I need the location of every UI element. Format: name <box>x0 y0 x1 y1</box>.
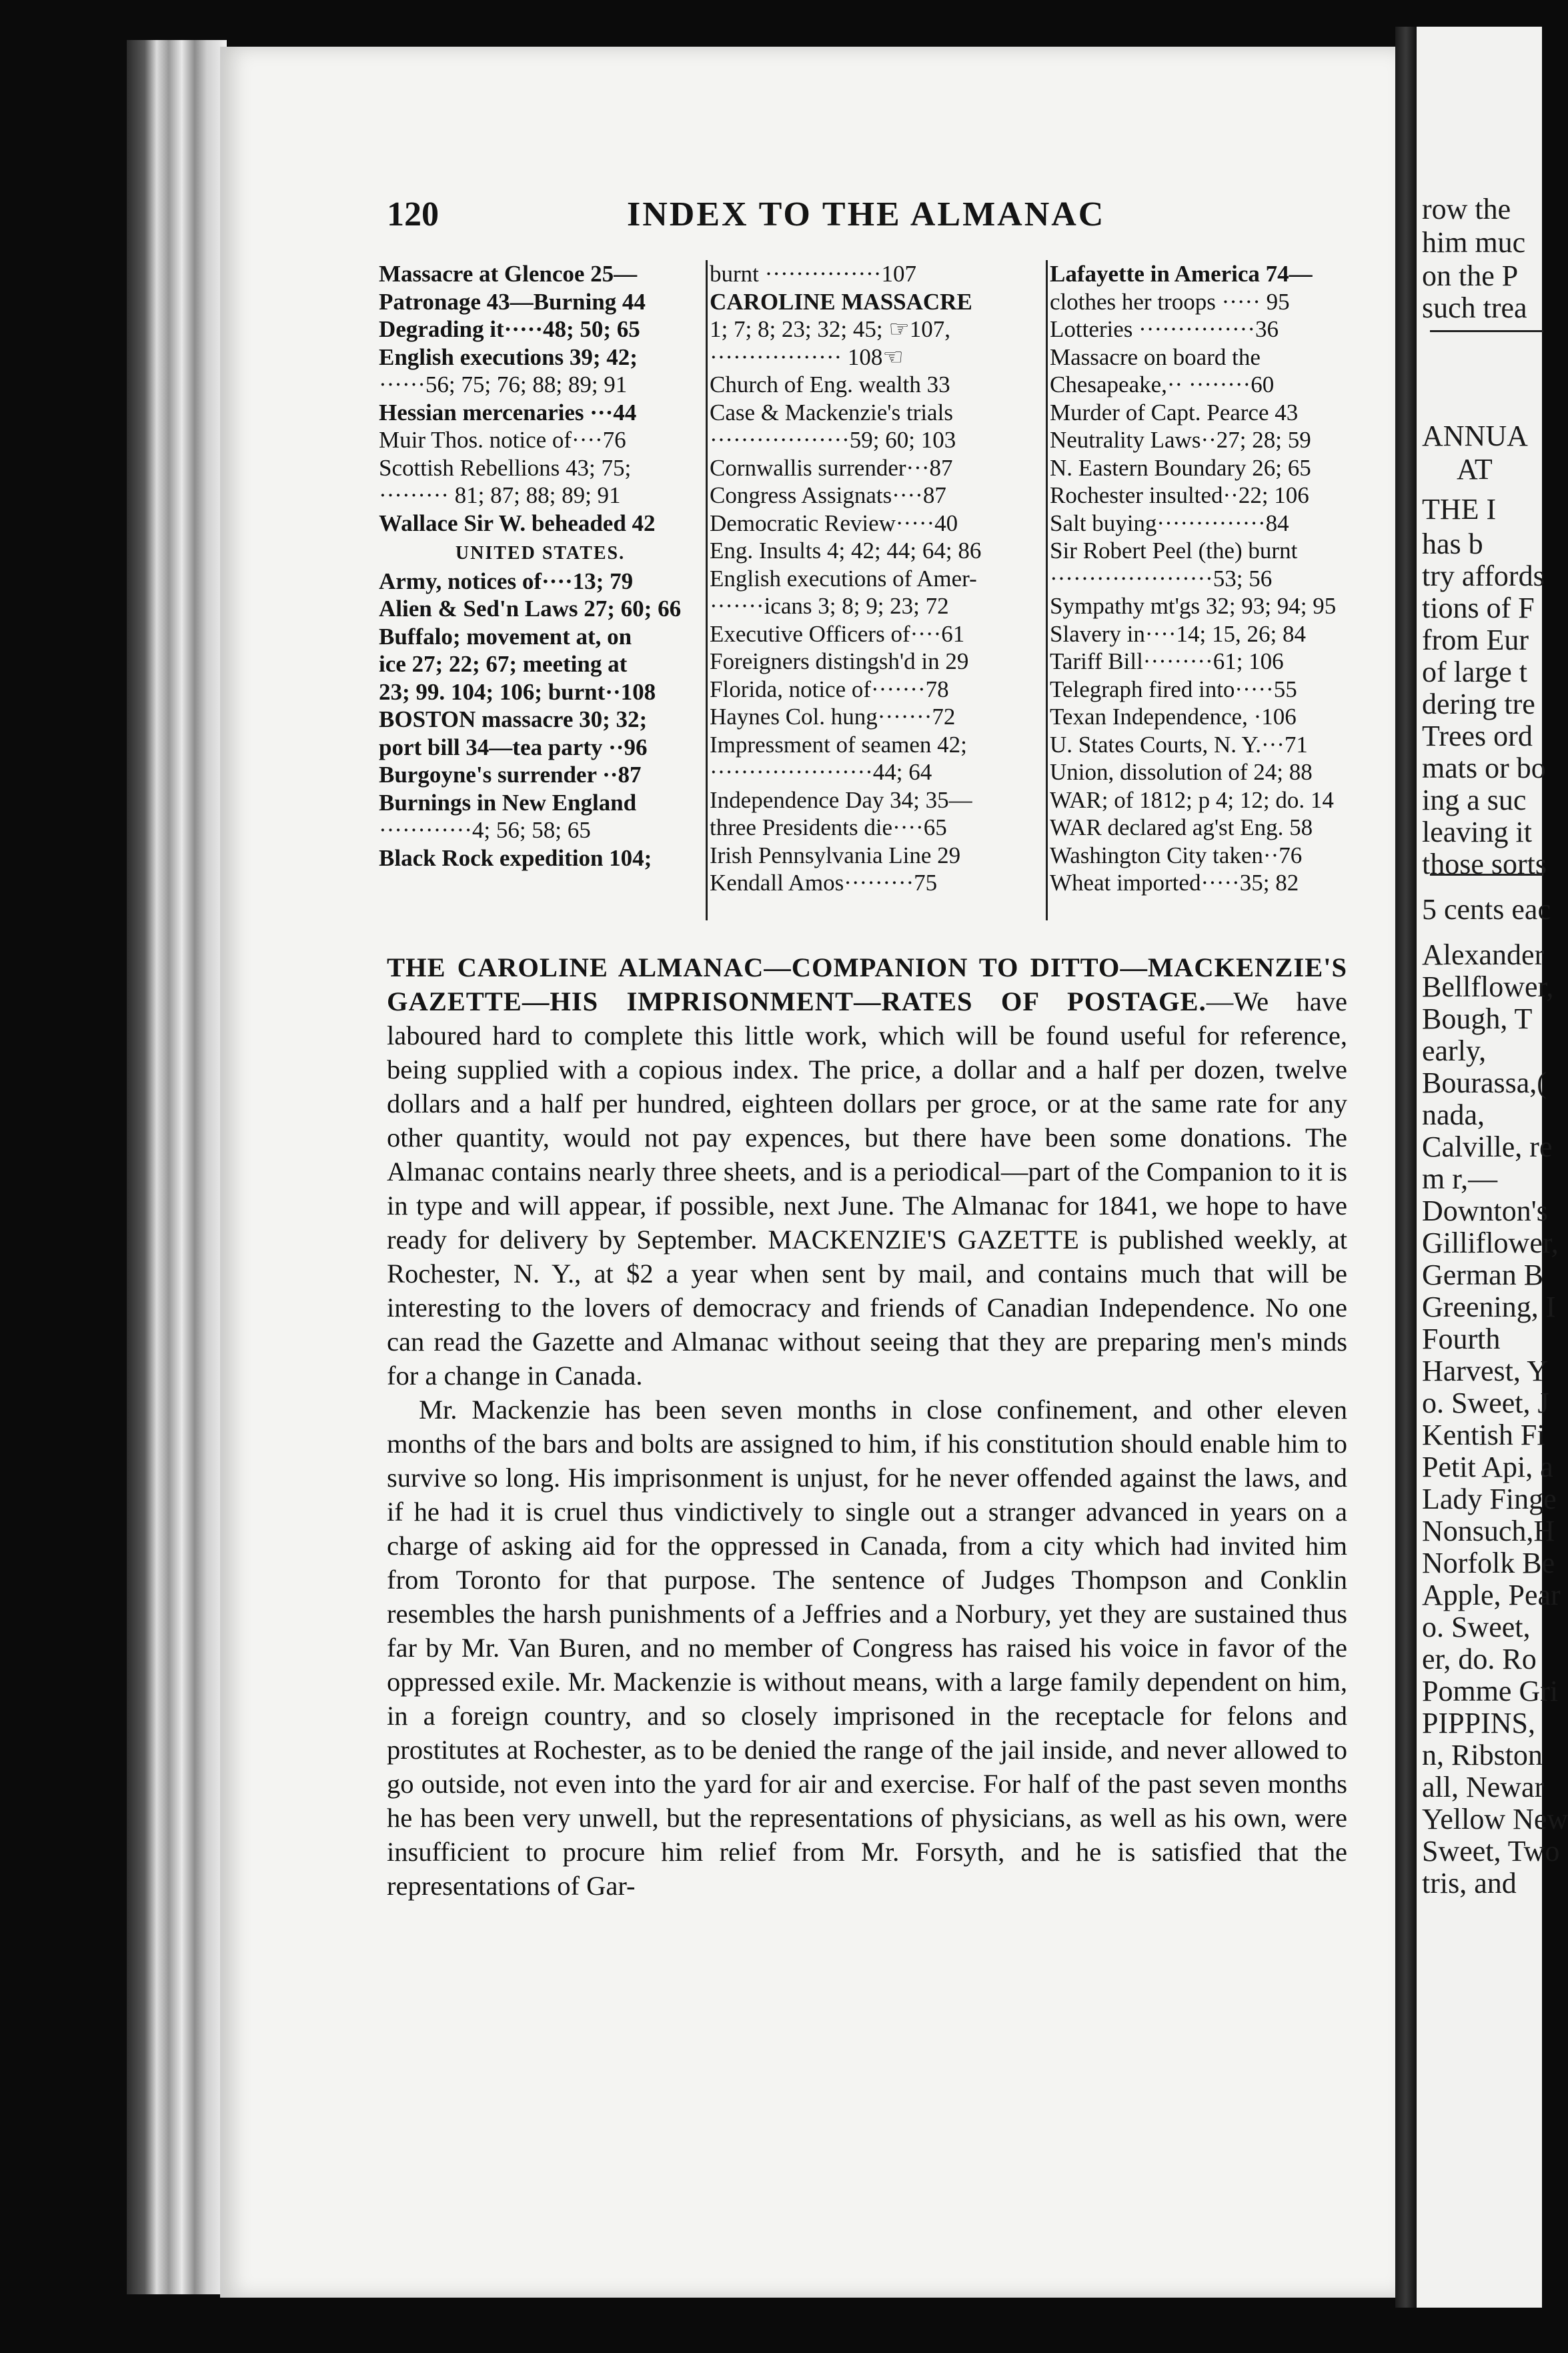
article-heading: THE CAROLINE ALMANAC—COMPANION TO DITTO—MACKENZIE'S GAZETTE—HIS IMPRISONMENT—RATES OF POSTAGE. <box>387 952 1347 1016</box>
index-entry: Haynes Col. hung·······72 <box>710 704 956 730</box>
index-table <box>379 260 1339 927</box>
index-entry: U. States Courts, N. Y.···71 <box>1050 731 1308 758</box>
index-entry: Murder of Capt. Pearce 43 <box>1050 399 1299 426</box>
facing-page-rule <box>1430 330 1543 332</box>
index-entry: 23; 99. 104; 106; burnt··108 <box>379 678 656 705</box>
facing-page-line: Petit Api, a <box>1422 1451 1553 1483</box>
facing-page-line: ing a suc <box>1422 784 1527 816</box>
index-entry: Neutrality Laws··27; 28; 59 <box>1050 427 1311 453</box>
index-entry: ice 27; 22; 67; meeting at <box>379 651 628 677</box>
facing-page-line: Gilliflower, <box>1422 1227 1559 1259</box>
index-entry: Lotteries ···············36 <box>1050 316 1279 342</box>
index-entry: Wheat imported·····35; 82 <box>1050 870 1299 896</box>
index-entry: Salt buying··············84 <box>1050 510 1289 536</box>
facing-page-rule <box>1430 874 1543 876</box>
index-entry: Case & Mackenzie's trials <box>710 399 953 426</box>
index-entry: Slavery in····14; 15, 26; 84 <box>1050 620 1306 647</box>
article-paragraph-1-text: —We have laboured hard to complete this little work, which will be found useful for reference, being supplied with a copious index. The price, a dollar and a half per dozen, twelve dollars and a half per hundred, eighteen dollars per groce, or at the same rate for any other quantity, would not pay expences, but there have been some donations. The Almanac contains nearly three sheets, and is a periodical—part of the Companion to it is in type and will appear, if possible, next June. The Almanac for 1841, we hope to have ready for delivery by September. MACKENZIE'S GAZETTE is published weekly, at Rochester, N. Y., at $2 a year when sent by mail, and contains much that will be interesting to the lovers of democracy and friends of Canadian Independence. No one can read the Gazette and Almanac without seeing that they are preparing men's minds for a change in Canada. <box>387 986 1347 1391</box>
index-entry: Washington City taken··76 <box>1050 842 1303 868</box>
index-entry: Democratic Review·····40 <box>710 510 958 536</box>
page-header <box>387 195 1374 248</box>
index-entry: ······56; 75; 76; 88; 89; 91 <box>379 371 628 398</box>
index-entry: ········· 81; 87; 88; 89; 91 <box>379 482 621 508</box>
facing-page-line: him muc <box>1422 226 1526 259</box>
facing-page-line: Harvest, Y <box>1422 1355 1548 1387</box>
index-entry: Black Rock expedition 104; <box>379 844 652 871</box>
index-entry: Sir Robert Peel (the) burnt <box>1050 538 1298 564</box>
index-entry: Rochester insulted··22; 106 <box>1050 482 1309 508</box>
facing-page-line: tions of F <box>1422 592 1535 624</box>
index-entry: three Presidents die····65 <box>710 814 947 840</box>
index-entry: Independence Day 34; 35— <box>710 786 972 813</box>
facing-page-line: Apple, Pear <box>1422 1579 1561 1611</box>
facing-page-line: Bellflower, <box>1422 970 1554 1003</box>
facing-page-line: such trea <box>1422 291 1527 324</box>
book-binding-edge <box>127 40 227 2294</box>
index-entry: N. Eastern Boundary 26; 65 <box>1050 454 1311 481</box>
index-entry: Telegraph fired into·····55 <box>1050 676 1297 702</box>
facing-page-line: nada, <box>1422 1098 1485 1131</box>
facing-page-line: PIPPINS, <box>1422 1707 1535 1739</box>
column-divider <box>1046 260 1048 920</box>
index-entry: CAROLINE MASSACRE <box>710 288 972 315</box>
index-entry: Burgoyne's surrender ··87 <box>379 762 642 788</box>
index-entry: Cornwallis surrender···87 <box>710 454 953 481</box>
index-entry: WAR; of 1812; p 4; 12; do. 14 <box>1050 786 1334 813</box>
facing-page-line: leaving it <box>1422 816 1532 848</box>
index-entry: Sympathy mt'gs 32; 93; 94; 95 <box>1050 593 1337 619</box>
index-entry: Patronage 43—Burning 44 <box>379 288 646 315</box>
facing-page-line: Bough, T <box>1422 1002 1533 1035</box>
index-section-heading: UNITED STATES. <box>455 543 626 564</box>
index-entry: Wallace Sir W. beheaded 42 <box>379 510 656 536</box>
index-column-3 <box>1050 260 1346 920</box>
index-entry: Tariff Bill·········61; 106 <box>1050 648 1284 674</box>
facing-page-line: Calville, re <box>1422 1130 1553 1163</box>
index-entry: Massacre at Glencoe 25— <box>379 261 638 287</box>
facing-page-line: Greening, I <box>1422 1291 1556 1323</box>
index-entry: ·······icans 3; 8; 9; 23; 72 <box>710 593 949 619</box>
index-entry: burnt ···············107 <box>710 261 916 287</box>
index-column-1 <box>379 260 702 920</box>
facing-page-line: on the P <box>1422 259 1519 292</box>
index-entry: Degrading it·····48; 50; 65 <box>379 316 640 342</box>
index-entry: Muir Thos. notice of····76 <box>379 427 626 453</box>
index-entry: Scottish Rebellions 43; 75; <box>379 454 632 481</box>
running-title: INDEX TO THE ALMANAC <box>627 195 1106 233</box>
index-entry: BOSTON massacre 30; 32; <box>379 706 648 732</box>
index-entry: ·····················44; 64 <box>710 759 932 785</box>
article-paragraph-1 <box>387 950 1347 1393</box>
facing-page-line: Pomme Gri <box>1422 1675 1559 1707</box>
page-number: 120 <box>387 195 439 233</box>
facing-page-line: early, <box>1422 1034 1487 1067</box>
index-entry: Foreigners distingsh'd in 29 <box>710 648 969 674</box>
facing-page-line: all, Newar <box>1422 1771 1545 1803</box>
facing-page-line: 5 cents eac <box>1422 893 1551 926</box>
facing-page-line: Kentish Fi <box>1422 1419 1545 1451</box>
index-entry: ············4; 56; 58; 65 <box>379 817 591 843</box>
article-paragraph-2: Mr. Mackenzie has been seven months in close confinement, and other eleven months of the bars and bolts are assigned to him, if his constitution should enable him to survive so long. His imprisonment is unjust, for he never offended against the laws, and if he had it is cruel thus vindictively to single out a stranger advanced in years on a charge of asking aid for the oppressed in Canada, from a city which had invited him from Toronto for that purpose. The sentence of Judges Thompson and Conklin resembles the harsh punishments of a Jeffries and a Norbury, yet they are sustained thus far by Mr. Van Buren, and no member of Congress has raised his voice in favor of the oppressed exile. Mr. Mackenzie is without means, with a large family dependent on him, in a foreign country, and so closely imprisoned in the receptacle for felons and prostitutes at Rochester, as to be denied the range of the jail inside, and never allowed to go outside, not even into the yard for air and exercise. For half of the past seven months he has been very unwell, but the representations of physicians, as well as his own, were insufficient to procure him relief from Mr. Forsyth, and he is satisfied that the representations of Gar- <box>387 1395 1347 1901</box>
facing-page-line: o. Sweet, J <box>1422 1387 1549 1419</box>
index-entry: Irish Pennsylvania Line 29 <box>710 842 961 868</box>
facing-page-line: er, do. Ro <box>1422 1643 1537 1675</box>
index-entry: Congress Assignats····87 <box>710 482 946 508</box>
facing-page-line: those sorts <box>1422 848 1547 880</box>
index-column-2 <box>710 260 1042 920</box>
index-entry: Massacre on board the <box>1050 343 1261 370</box>
index-entry: Buffalo; movement at, on <box>379 623 632 650</box>
index-entry: ················· 108☜ <box>710 343 904 370</box>
column-divider <box>706 260 708 920</box>
facing-page-line: n, Ribston <box>1422 1739 1543 1771</box>
facing-page-line: ANNUA <box>1422 420 1528 452</box>
index-entry: English executions 39; 42; <box>379 343 638 370</box>
index-entry: Burnings in New England <box>379 789 637 816</box>
facing-page-line: Downton's <box>1422 1195 1548 1227</box>
facing-page-line: m r,— <box>1422 1162 1498 1195</box>
book-page <box>220 47 1395 2298</box>
index-entry: Army, notices of····13; 79 <box>379 568 634 594</box>
facing-page-line: o. Sweet, <box>1422 1611 1531 1643</box>
index-entry: English executions of Amer- <box>710 565 977 592</box>
index-entry: Chesapeake,·· ········60 <box>1050 371 1275 398</box>
facing-page-line: mats or bo <box>1422 752 1546 784</box>
index-entry: port bill 34—tea party ··96 <box>379 734 648 760</box>
facing-page-line: dering tre <box>1422 688 1535 720</box>
facing-page-line: try affords <box>1422 560 1545 592</box>
index-entry: Florida, notice of·······78 <box>710 676 949 702</box>
facing-page-line: Yellow New <box>1422 1803 1568 1835</box>
facing-page-line: of large t <box>1422 656 1528 688</box>
facing-page-fragment <box>1417 27 1568 2308</box>
facing-page-line: THE I <box>1422 493 1497 526</box>
facing-page-line: has b <box>1422 528 1483 560</box>
facing-page-line: Alexander <box>1422 938 1545 971</box>
index-entry: WAR declared ag'st Eng. 58 <box>1050 814 1313 840</box>
index-entry: ··················59; 60; 103 <box>710 427 956 453</box>
index-entry: Hessian mercenaries ···44 <box>379 399 637 426</box>
facing-page-line: Lady Finge <box>1422 1483 1557 1515</box>
index-entry: Church of Eng. wealth 33 <box>710 371 950 398</box>
index-entry: Kendall Amos·········75 <box>710 870 938 896</box>
index-entry: Eng. Insults 4; 42; 44; 64; 86 <box>710 538 982 564</box>
index-entry: clothes her troops ····· 95 <box>1050 288 1290 315</box>
index-entry: Union, dissolution of 24; 88 <box>1050 759 1313 785</box>
facing-page-line: from Eur <box>1422 624 1529 656</box>
facing-page-line: tris, and <box>1422 1867 1517 1899</box>
index-entry: Texan Independence, ·106 <box>1050 704 1297 730</box>
article-body <box>387 950 1347 1903</box>
facing-page-line: Norfolk Be <box>1422 1547 1555 1579</box>
index-entry: ·····················53; 56 <box>1050 565 1273 592</box>
index-entry: Executive Officers of····61 <box>710 620 965 647</box>
facing-page-line: Sweet, Two <box>1422 1835 1560 1867</box>
index-entry: Lafayette in America 74— <box>1050 261 1313 287</box>
index-entry: Impressment of seamen 42; <box>710 731 967 758</box>
facing-page-line: Nonsuch,H <box>1422 1515 1555 1547</box>
index-entry: Alien & Sed'n Laws 27; 60; 66 <box>379 596 682 622</box>
facing-page-line: German B <box>1422 1259 1544 1291</box>
facing-page-line: Trees ord <box>1422 720 1533 752</box>
facing-page-line: Fourth <box>1422 1323 1501 1355</box>
facing-page-line: Bourassa,( <box>1422 1066 1547 1099</box>
facing-page-line: row the <box>1422 193 1511 225</box>
page-gutter <box>1395 27 1417 2308</box>
index-entry: 1; 7; 8; 23; 32; 45; ☞107, <box>710 316 950 342</box>
facing-page-line: AT <box>1457 453 1493 486</box>
